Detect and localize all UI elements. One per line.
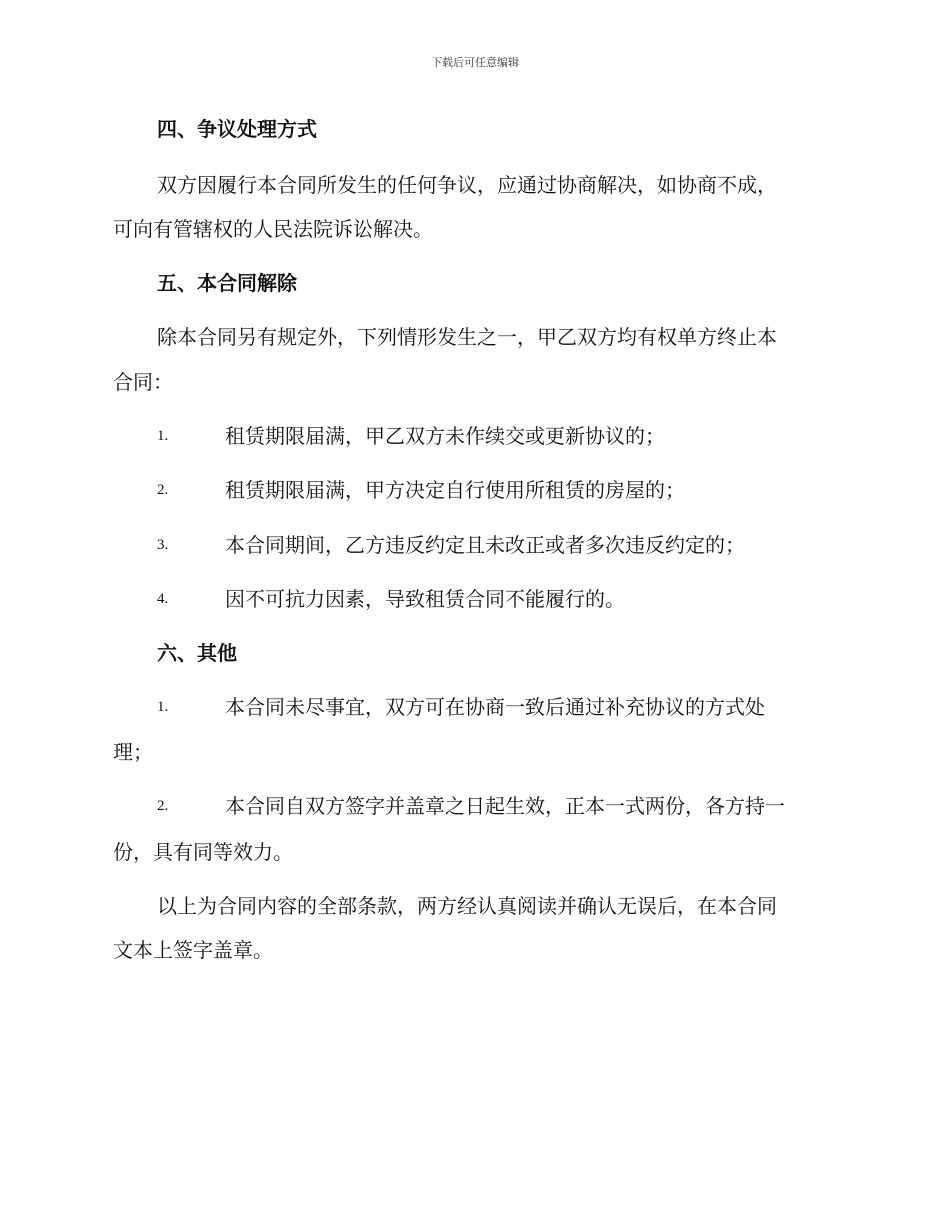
list-item: 租赁期限届满，甲方决定自行使用所租赁的房屋的； [225, 478, 685, 502]
paragraph-line: 可向有管辖权的人民法院诉讼解决。 [113, 217, 433, 241]
list-item-number: 3. [157, 537, 169, 553]
list-item: 租赁期限届满，甲乙双方未作续交或更新协议的； [225, 424, 665, 448]
list-item: 本合同未尽事宜，双方可在协商一致后通过补充协议的方式处 [225, 695, 765, 719]
list-item-number: 1. [157, 428, 169, 444]
list-item: 本合同期间，乙方违反约定且未改正或者多次违反约定的； [225, 533, 745, 557]
list-item: 因不可抗力因素，导致租赁合同不能履行的。 [225, 587, 625, 611]
closing-paragraph-line: 文本上签字盖章。 [113, 938, 273, 962]
list-item-number: 2. [157, 798, 169, 814]
section-heading-dispute: 四、争议处理方式 [157, 117, 317, 141]
closing-paragraph-line: 以上为合同内容的全部条款，两方经认真阅读并确认无误后，在本合同 [157, 894, 777, 918]
paragraph-line: 双方因履行本合同所发生的任何争议，应通过协商解决，如协商不成， [157, 173, 777, 197]
section-heading-termination: 五、本合同解除 [157, 271, 297, 295]
page-header-note: 下载后可任意编辑 [431, 56, 519, 69]
list-item-number: 4. [157, 591, 169, 607]
list-item: 本合同自双方签字并盖章之日起生效，正本一式两份，各方持一 [225, 794, 785, 818]
list-item-number: 1. [157, 699, 169, 715]
list-item-continuation: 份，具有同等效力。 [113, 840, 293, 864]
list-item-continuation: 理； [113, 740, 153, 764]
section-heading-other: 六、其他 [157, 641, 237, 665]
paragraph-line: 合同： [113, 370, 173, 394]
list-item-number: 2. [157, 482, 169, 498]
paragraph-line: 除本合同另有规定外，下列情形发生之一，甲乙双方均有权单方终止本 [157, 325, 777, 349]
